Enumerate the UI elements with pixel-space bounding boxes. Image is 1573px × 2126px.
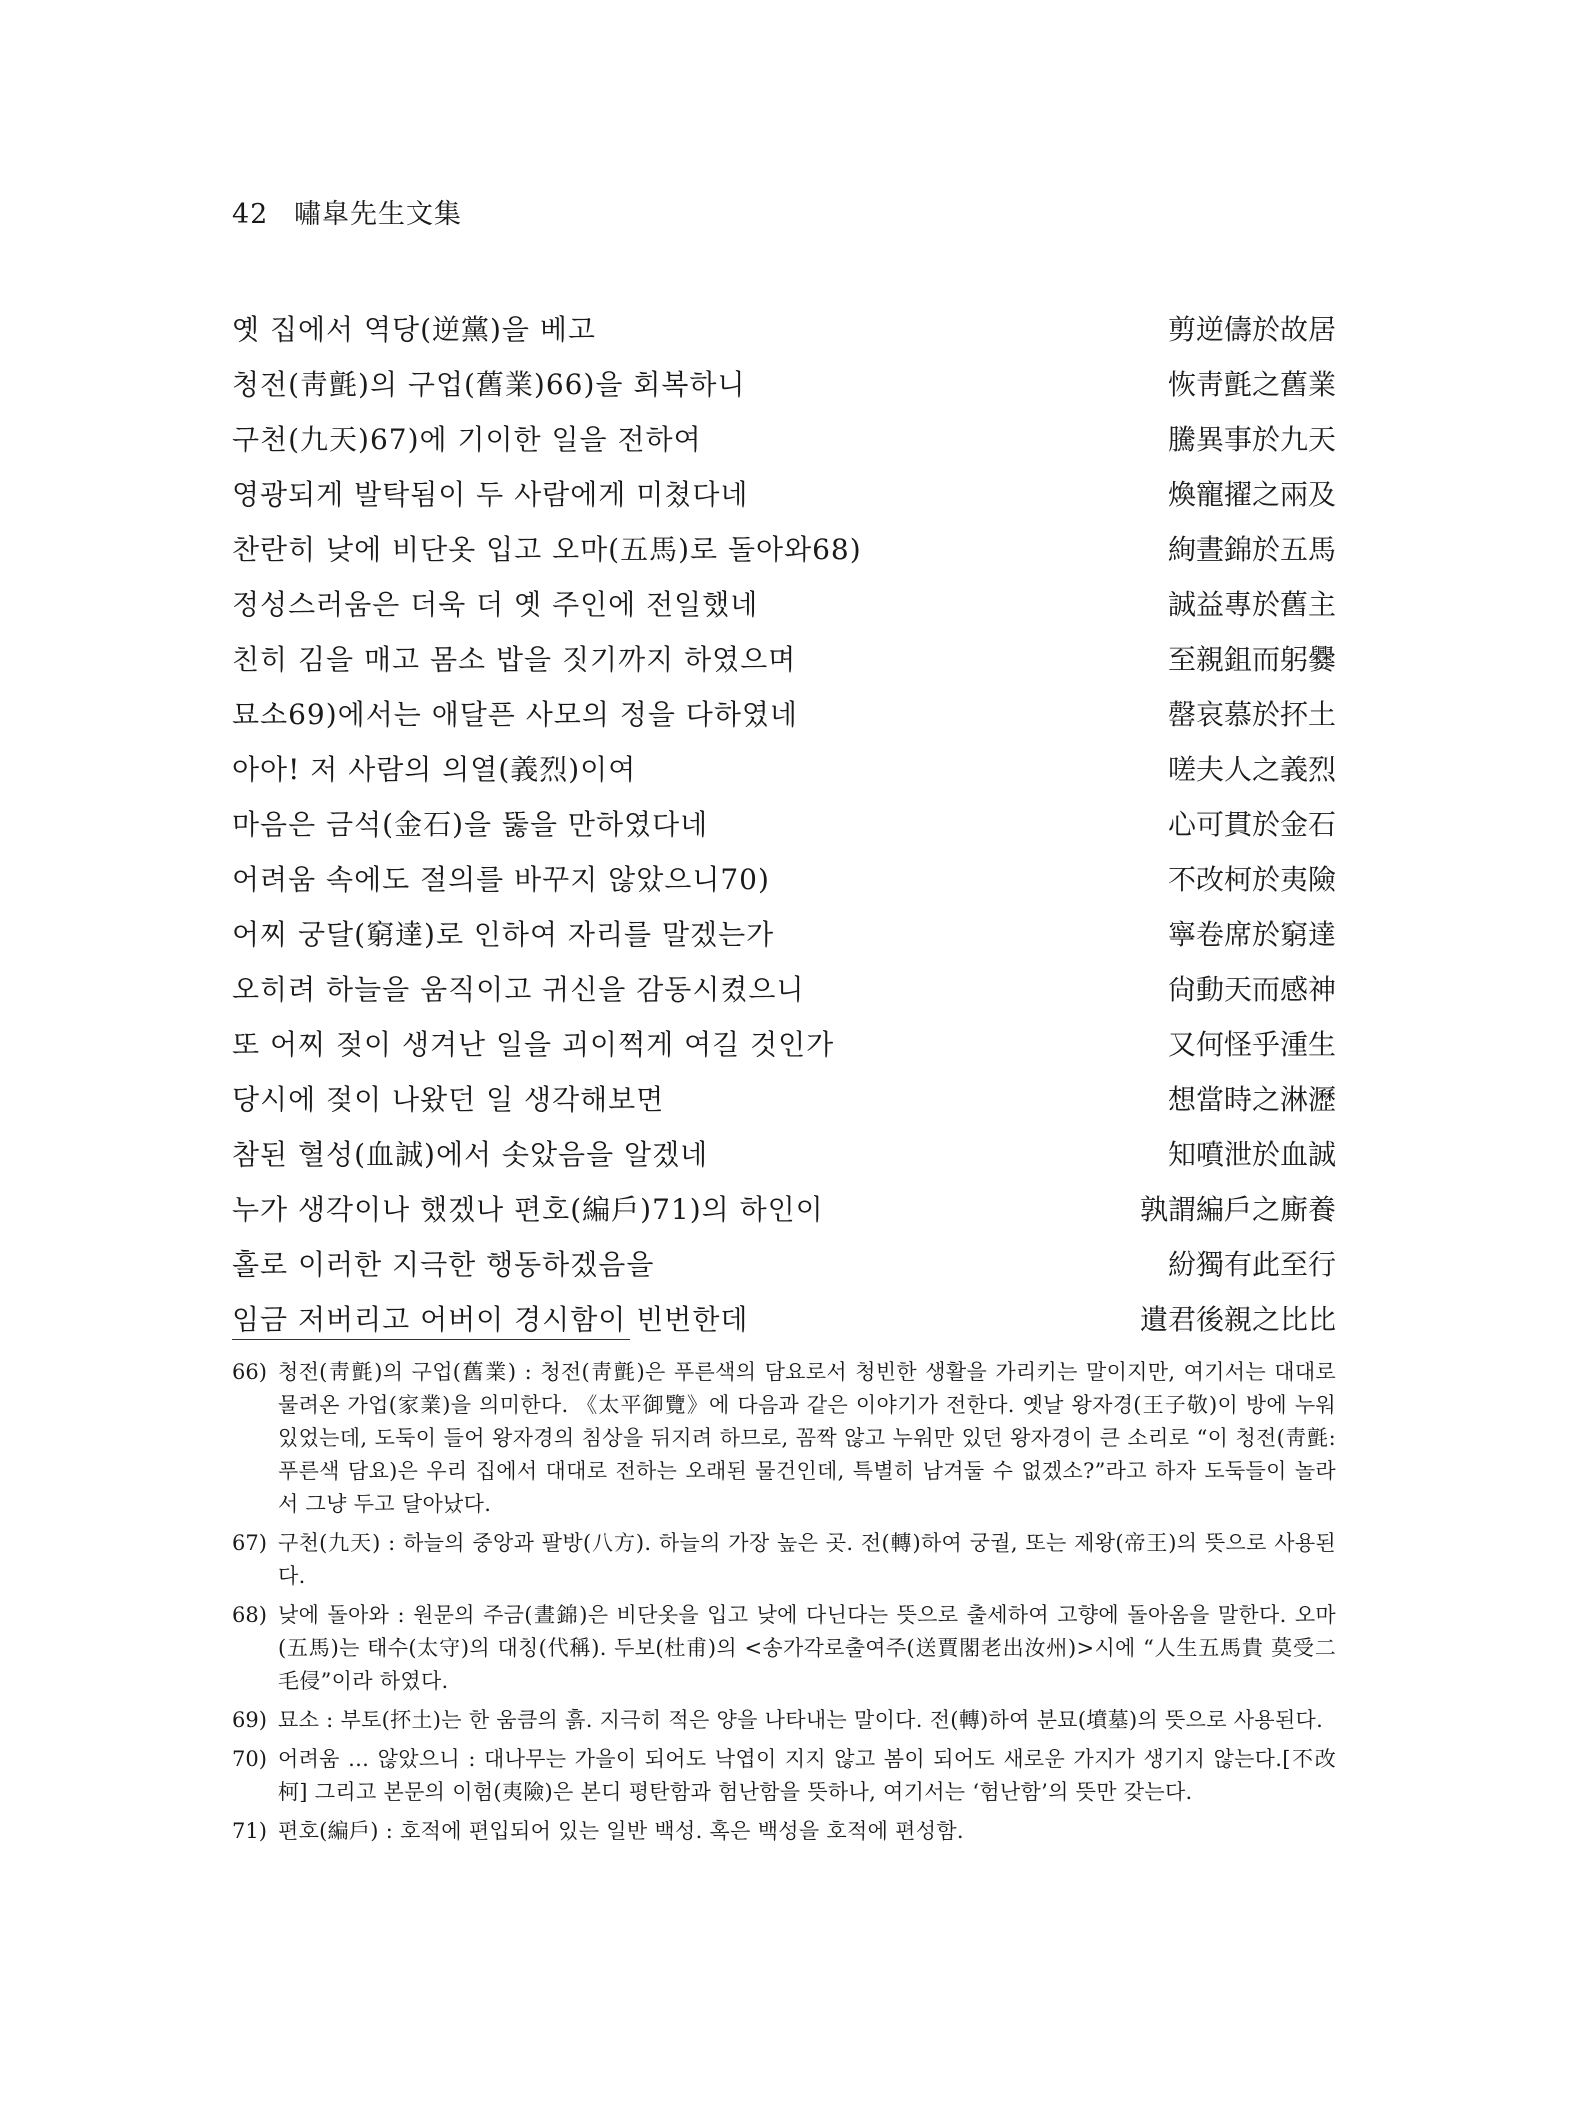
verse-chinese: 誠益專於舊主 [1167, 588, 1336, 621]
verse-korean: 오히려 하늘을 움직이고 귀신을 감동시켰으니 [232, 973, 805, 1006]
verse-korean: 옛 집에서 역당(逆黨)을 베고 [232, 313, 596, 346]
verse-korean: 홀로 이러한 지극한 행동하겠음을 [232, 1248, 655, 1281]
verse-chinese: 煥寵擢之兩及 [1167, 478, 1336, 511]
footnote-number: 71) [232, 1819, 267, 1843]
footnote [232, 1743, 1336, 1809]
page-header [232, 192, 462, 231]
verse-chinese: 想當時之淋瀝 [1167, 1083, 1336, 1116]
book-title: 嘯皐先生文集 [293, 199, 462, 230]
verse-korean: 친히 김을 매고 몸소 밥을 짓기까지 하였으며 [232, 643, 797, 676]
verse-korean: 누가 생각이나 했겠나 편호(編戶)71)의 하인이 [232, 1193, 824, 1226]
verse-line [232, 1017, 1336, 1072]
verse-korean: 또 어찌 젖이 생겨난 일을 괴이쩍게 여길 것인가 [232, 1028, 835, 1061]
verse-line [232, 1237, 1336, 1292]
verse-line [232, 962, 1336, 1017]
verse-chinese: 嗟夫人之義烈 [1167, 753, 1336, 786]
verse-chinese: 不改柯於夷險 [1167, 863, 1336, 896]
verse-korean: 묘소69)에서는 애달픈 사모의 정을 다하였네 [232, 698, 798, 731]
footnote-text: 낮에 돌아와 : 원문의 주금(晝錦)은 비단옷을 입고 낮에 다닌다는 뜻으로 출세하여 고향에 돌아옴을 말한다. 오마(五馬)는 태수(太守)의 대칭(代稱). 두보(杜甫)의 <송가각로출여주(送賈閣老出汝州)>시에 “人生五馬貴 莫受二毛侵”이라 하였다. [278, 1603, 1336, 1693]
verse-korean: 구천(九天)67)에 기이한 일을 전하여 [232, 423, 702, 456]
verse-korean: 어찌 궁달(窮達)로 인하여 자리를 말겠는가 [232, 918, 775, 951]
verse-chinese: 紛獨有此至行 [1167, 1248, 1336, 1281]
footnotes [232, 1356, 1336, 1854]
verse-korean: 임금 저버리고 어버이 경시함이 빈번한데 [232, 1303, 749, 1336]
verse-korean: 정성스러움은 더욱 더 옛 주인에 전일했네 [232, 588, 759, 621]
footnote-text: 묘소 : 부토(抔土)는 한 움큼의 흙. 지극히 적은 양을 나타내는 말이다. 전(轉)하여 분묘(墳墓)의 뜻으로 사용된다. [278, 1708, 1324, 1732]
verse-korean: 어려움 속에도 절의를 바꾸지 않았으니70) [232, 863, 770, 896]
verse-korean: 아아! 저 사람의 의열(義烈)이여 [232, 753, 637, 786]
footnote-number: 69) [232, 1708, 267, 1732]
verse-korean: 찬란히 낮에 비단옷 입고 오마(五馬)로 돌아와68) [232, 533, 862, 566]
verse-line [232, 852, 1336, 907]
verse-line [232, 797, 1336, 852]
verse-line [232, 522, 1336, 577]
footnote-divider [232, 1339, 630, 1340]
verse-chinese: 剪逆儔於故居 [1167, 313, 1336, 346]
verse-line [232, 412, 1336, 467]
verse-chinese: 遺君後親之比比 [1139, 1303, 1336, 1336]
footnote-number: 67) [232, 1531, 267, 1555]
verse-line [232, 1072, 1336, 1127]
verse-line [232, 577, 1336, 632]
verse-line [232, 1127, 1336, 1182]
footnote [232, 1815, 1336, 1848]
verse-line [232, 632, 1336, 687]
footnote-text: 편호(編戶) : 호적에 편입되어 있는 일반 백성. 혹은 백성을 호적에 편성함. [278, 1819, 964, 1843]
verse-chinese: 恢靑氈之舊業 [1167, 368, 1336, 401]
verse-line [232, 467, 1336, 522]
footnote [232, 1527, 1336, 1593]
verse-list [232, 302, 1336, 1347]
verse-chinese: 絢晝錦於五馬 [1167, 533, 1336, 566]
verse-line [232, 687, 1336, 742]
verse-korean: 마음은 금석(金石)을 뚫을 만하였다네 [232, 808, 709, 841]
footnote-text: 어려움 … 않았으니 : 대나무는 가을이 되어도 낙엽이 지지 않고 봄이 되어도 새로운 가지가 생기지 않는다.[不改柯] 그리고 본문의 이험(夷險)은 본디 평탄함과 험난함을 뜻하나, 여기서는 ‘험난함’의 뜻만 갖는다. [278, 1747, 1336, 1804]
footnote-number: 70) [232, 1747, 267, 1771]
footnote-text: 청전(靑氈)의 구업(舊業) : 청전(靑氈)은 푸른색의 담요로서 청빈한 생활을 가리키는 말이지만, 여기서는 대대로 물려온 가업(家業)을 의미한다. 《太平御覽》에 다음과 같은 이야기가 전한다. 옛날 왕자경(王子敬)이 방에 누워 있었는데, 도둑이 들어 왕자경의 침상을 뒤지려 하므로, 꼼짝 않고 누워만 있던 왕자경이 큰 소리로 “이 청전(靑氈:푸른색 담요)은 우리 집에서 대대로 전하는 오래된 물건인데, 특별히 남겨둘 수 없겠소?”라고 하자 도둑들이 놀라서 그냥 두고 달아났다. [278, 1360, 1336, 1516]
verse-chinese: 罄哀慕於抔土 [1167, 698, 1336, 731]
verse-line [232, 1182, 1336, 1237]
verse-chinese: 孰謂編戶之廝養 [1139, 1193, 1336, 1226]
verse-chinese: 至親鉏而躬爨 [1167, 643, 1336, 676]
verse-line [232, 907, 1336, 962]
footnote-number: 66) [232, 1360, 267, 1384]
verse-korean: 영광되게 발탁됨이 두 사람에게 미쳤다네 [232, 478, 749, 511]
footnote [232, 1599, 1336, 1698]
verse-korean: 당시에 젖이 나왔던 일 생각해보면 [232, 1083, 665, 1116]
page-number: 42 [232, 199, 269, 230]
footnote-number: 68) [232, 1603, 267, 1627]
footnote-text: 구천(九天) : 하늘의 중앙과 팔방(八方). 하늘의 가장 높은 곳. 전(轉)하여 궁궐, 또는 제왕(帝王)의 뜻으로 사용된다. [278, 1531, 1336, 1588]
verse-chinese: 寧卷席於窮達 [1167, 918, 1336, 951]
verse-chinese: 又何怪乎湩生 [1167, 1028, 1336, 1061]
verse-chinese: 尙動天而感神 [1167, 973, 1336, 1006]
verse-korean: 청전(靑氈)의 구업(舊業)66)을 회복하니 [232, 368, 746, 401]
verse-korean: 참된 혈성(血誠)에서 솟았음을 알겠네 [232, 1138, 709, 1171]
verse-chinese: 騰異事於九天 [1167, 423, 1336, 456]
verse-chinese: 知噴泄於血誠 [1167, 1138, 1336, 1171]
verse-chinese: 心可貫於金石 [1167, 808, 1336, 841]
verse-line [232, 357, 1336, 412]
footnote [232, 1704, 1336, 1737]
verse-line [232, 302, 1336, 357]
verse-line [232, 742, 1336, 797]
footnote [232, 1356, 1336, 1521]
